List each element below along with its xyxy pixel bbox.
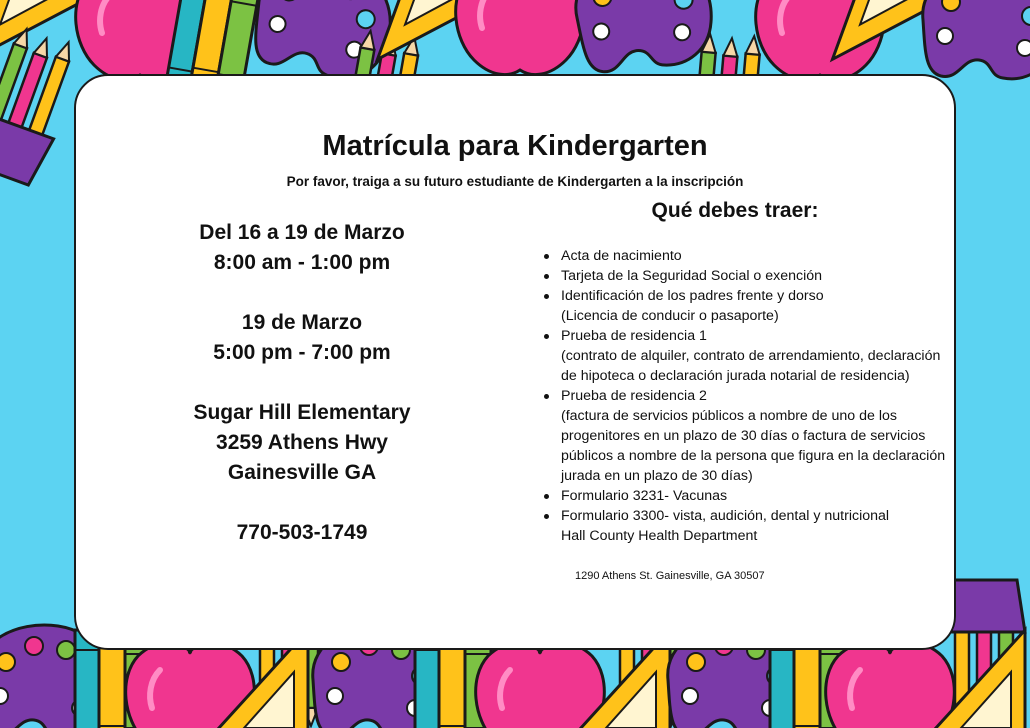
list-item-label: Formulario 3231- Vacunas <box>561 488 728 504</box>
page-title: Matrícula para Kindergarten <box>322 130 708 162</box>
list-item-label: Acta de nacimiento <box>561 248 682 264</box>
list-item-note: (factura de servicios públicos a nombre de uno de los progenitores en un plazo de 30 días o factura de servicios públicos a nombre de la persona que figura en la declaración jurada en un plazo de 30 días) <box>561 408 946 484</box>
session1-time: 8:00 am - 1:00 pm <box>213 251 391 274</box>
session2-date: 19 de Marzo <box>241 311 363 334</box>
list-item-label: Tarjeta de la Seguridad Social o exención <box>561 268 823 284</box>
list-item <box>542 506 952 546</box>
list-item <box>542 486 952 506</box>
paint-palette-icon <box>569 0 718 77</box>
list-item <box>542 386 952 486</box>
list-item <box>542 246 952 266</box>
list-item <box>542 326 952 386</box>
required-documents-list <box>542 246 952 546</box>
school-name: Sugar Hill Elementary <box>193 401 411 424</box>
list-item <box>542 266 952 286</box>
school-street: 3259 Athens Hwy <box>216 431 388 454</box>
health-department-name: Hall County Health Department <box>561 528 758 544</box>
apple-icon <box>456 0 585 75</box>
list-item-label: Prueba de residencia 2 <box>561 388 707 404</box>
checklist-heading: Qué debes traer: <box>651 199 819 222</box>
session1-dates: Del 16 a 19 de Marzo <box>199 221 405 244</box>
health-department-address: 1290 Athens St. Gainesville, GA 30507 <box>575 570 765 582</box>
list-item-label: Identificación de los padres frente y dorso <box>561 288 824 304</box>
list-item <box>542 286 952 326</box>
list-item-note: (contrato de alquiler, contrato de arrendamiento, declaración de hipoteca o declaración jurada notarial de residencia) <box>561 348 941 384</box>
list-item-note: (Licencia de conducir o pasaporte) <box>561 308 779 324</box>
list-item-label: Prueba de residencia 1 <box>561 328 707 344</box>
school-city: Gainesville GA <box>227 461 377 484</box>
phone-number: 770-503-1749 <box>236 521 368 544</box>
list-item-label: Formulario 3300- vista, audición, dental y nutricional <box>561 508 890 524</box>
page-subtitle: Por favor, traiga a su futuro estudiante de Kindergarten a la inscripción <box>286 174 744 189</box>
session2-time: 5:00 pm - 7:00 pm <box>213 341 391 364</box>
event-details <box>150 218 454 548</box>
paint-palette-icon <box>923 0 1030 79</box>
